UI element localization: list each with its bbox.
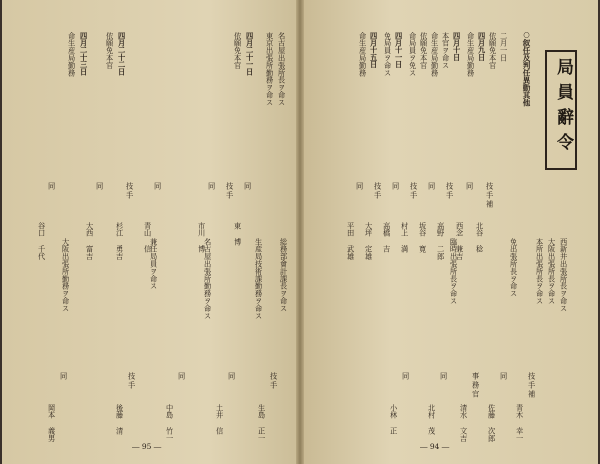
right-rank: 同 bbox=[465, 182, 475, 192]
right-entry: 命生産局勤務 bbox=[358, 32, 368, 77]
right-name: 大坪 定雄 bbox=[364, 222, 374, 260]
right-name: 坂谷 寛 bbox=[418, 222, 428, 253]
lower-entry: 大阪出張所長ヲ命ス bbox=[547, 238, 557, 305]
lower-name: 土井 信 bbox=[215, 404, 225, 435]
left-name: 市川 博 bbox=[197, 222, 207, 253]
left-rank: 技手 bbox=[125, 182, 135, 201]
lower-name: 生島 正一 bbox=[257, 404, 267, 442]
left-rank: 同 bbox=[153, 182, 163, 192]
lower-entry: 生産局技術課勤務ヲ命ス bbox=[254, 238, 264, 320]
right-name: 平田 武雄 bbox=[346, 222, 356, 260]
left-entry: 依願免本官 bbox=[105, 32, 115, 69]
left-date: 四月二十三日 bbox=[79, 32, 89, 76]
right-entry: 依願免本官 bbox=[488, 32, 498, 69]
page-number-right: ― 94 ― bbox=[420, 442, 450, 451]
right-rank: 技手 bbox=[445, 182, 455, 201]
lower-rank: 技手 bbox=[269, 372, 279, 391]
lower-name: 青木 幸一 bbox=[515, 404, 525, 442]
right-name: 高野 二郎 bbox=[436, 222, 446, 260]
lower-entry: 総務部會計課長ヲ命ス bbox=[279, 238, 289, 312]
page-number-left: ― 95 ― bbox=[132, 442, 162, 451]
left-rank: 同 bbox=[47, 182, 57, 192]
right-rank: 同 bbox=[355, 182, 365, 192]
lower-name: 北村 茂 bbox=[427, 404, 437, 435]
left-rank: 同 bbox=[207, 182, 217, 192]
book-gutter bbox=[296, 0, 304, 464]
right-entry: 命局員ヲ免ス bbox=[408, 32, 418, 77]
right-rank: 技手 bbox=[373, 182, 383, 201]
lower-name: 小林 正 bbox=[389, 404, 399, 435]
left-rank: 技手 bbox=[225, 182, 235, 201]
right-date: 四月十日 bbox=[452, 32, 462, 61]
right-name: 村上 満 bbox=[400, 222, 410, 253]
right-name: 高橋 吉 bbox=[382, 222, 392, 253]
lower-name: 清水 文吉 bbox=[459, 404, 469, 442]
page-title: 局員辭令 bbox=[553, 58, 573, 158]
lower-name: 中島 竹一 bbox=[165, 404, 175, 442]
lower-name: 後藤 清 bbox=[115, 404, 125, 435]
lower-rank: 同 bbox=[59, 372, 69, 382]
right-name: 西念 兼吉 bbox=[455, 222, 465, 260]
lower-name: 岡本 義男 bbox=[47, 404, 57, 442]
right-entry: 本官ヲ命ス bbox=[441, 32, 451, 69]
right-entry: 二月一日 bbox=[499, 32, 509, 62]
left-rank: 同 bbox=[95, 182, 105, 192]
left-entry: 依願免本官 bbox=[233, 32, 243, 69]
right-entry: 命生産局勤務 bbox=[430, 32, 440, 77]
left-name: 杉江 勇吉 bbox=[115, 222, 125, 260]
lower-entry: 本所出張所長ヲ命ス bbox=[535, 238, 545, 305]
right-rank: 同 bbox=[427, 182, 437, 192]
lower-entry: 名古屋出張所勤務ヲ命ス bbox=[203, 238, 213, 320]
lower-entry: 免出張所長ヲ命ス bbox=[509, 238, 519, 298]
lower-rank: 事務官 bbox=[471, 372, 481, 400]
lower-rank: 同 bbox=[439, 372, 449, 382]
lower-rank: 技手 bbox=[127, 372, 137, 391]
lower-entry: 西新井出張所長ヲ命ス bbox=[559, 238, 569, 312]
left-name: 大西 富吉 bbox=[85, 222, 95, 260]
right-date: 四月十五日 bbox=[369, 32, 379, 68]
left-date: 四月二十一日 bbox=[245, 32, 255, 76]
lower-entry: 臨時出張所長ヲ命ス bbox=[449, 238, 459, 305]
right-rank: 技手 bbox=[409, 182, 419, 201]
left-entry: 東京出張所勤務ヲ命ス bbox=[265, 32, 275, 106]
right-entry: 命生産局勤務 bbox=[466, 32, 476, 77]
right-name: 北谷 稔 bbox=[475, 222, 485, 253]
left-name: 東 博 bbox=[233, 222, 243, 246]
lower-name: 佐藤 次郎 bbox=[487, 404, 497, 442]
lower-rank: 技手補 bbox=[527, 372, 537, 400]
right-rank: 同 bbox=[391, 182, 401, 192]
section-heading: ○叙任及判任異動其他 bbox=[522, 30, 531, 107]
right-date: 四月十一日 bbox=[394, 32, 404, 68]
lower-rank: 同 bbox=[177, 372, 187, 382]
left-date: 四月二十二日 bbox=[117, 32, 127, 76]
right-date: 四月九日 bbox=[477, 32, 487, 61]
left-name: 青山 信 bbox=[143, 222, 153, 253]
left-entry: 命生産局勤務 bbox=[67, 32, 77, 77]
right-entry: 免局員ヲ命ス bbox=[383, 32, 393, 77]
lower-entry: 兼任局員ヲ命ス bbox=[149, 238, 159, 290]
left-entry: 名古屋出張所長ヲ命ス bbox=[277, 32, 287, 106]
right-rank: 技手補 bbox=[485, 182, 495, 210]
lower-rank: 同 bbox=[227, 372, 237, 382]
right-entry: 依願免本官 bbox=[419, 32, 429, 69]
lower-rank: 同 bbox=[499, 372, 509, 382]
left-name: 谷口 千代 bbox=[37, 222, 47, 260]
lower-rank: 同 bbox=[401, 372, 411, 382]
left-rank: 同 bbox=[243, 182, 253, 192]
lower-entry: 大阪出張所勤務ヲ命ス bbox=[61, 238, 71, 312]
